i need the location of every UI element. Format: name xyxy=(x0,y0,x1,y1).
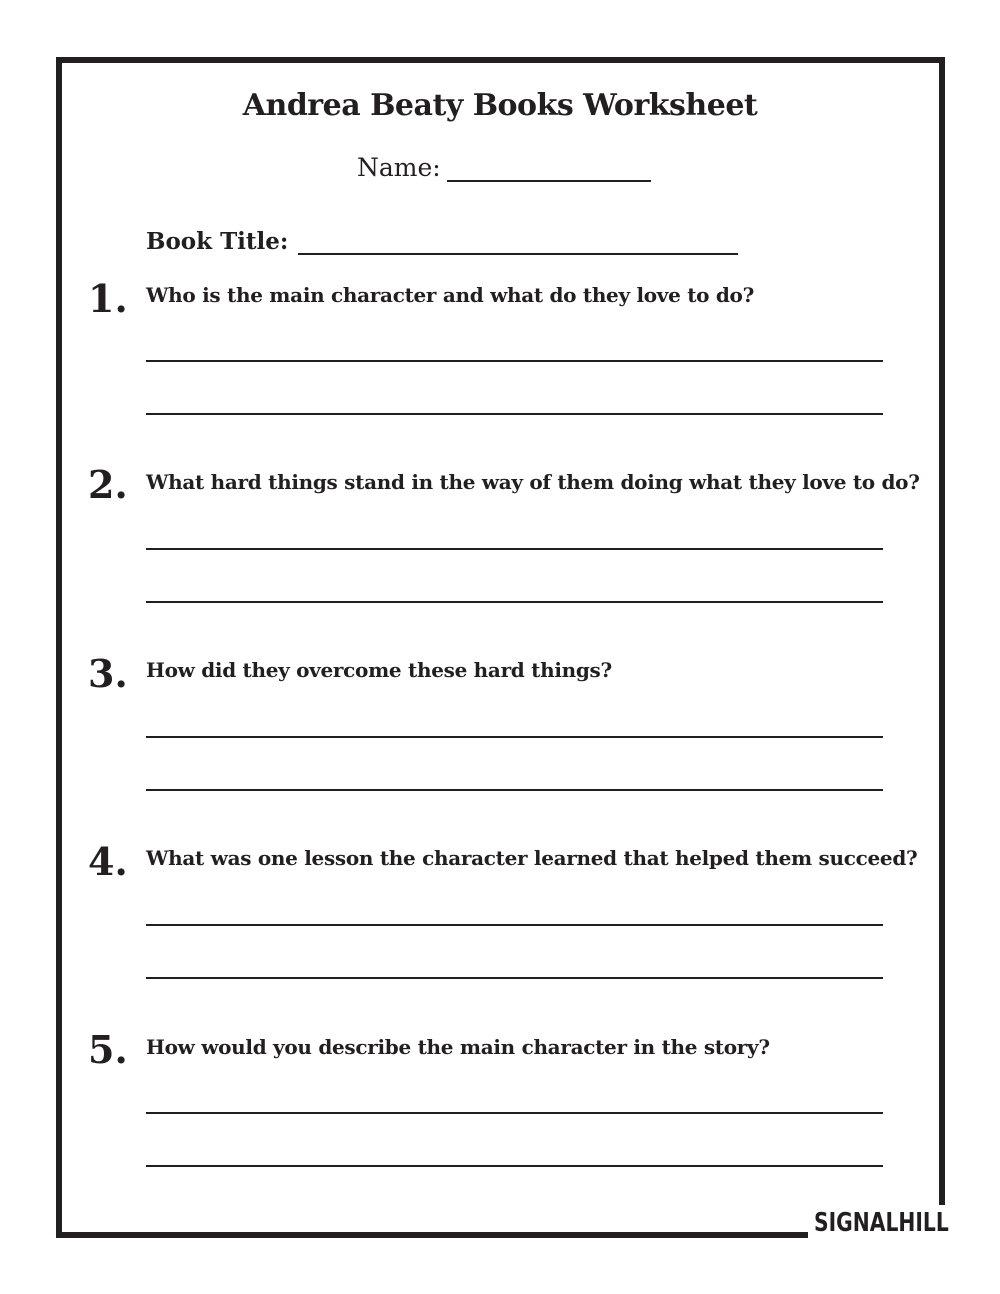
name-field[interactable] xyxy=(447,150,651,182)
question-text: How would you describe the main character in the story? xyxy=(146,1035,770,1059)
name-row xyxy=(357,150,651,182)
question-number: 4. xyxy=(88,839,128,884)
answer-line[interactable] xyxy=(146,736,883,738)
answer-line[interactable] xyxy=(146,413,883,415)
answer-line[interactable] xyxy=(146,601,883,603)
answer-line[interactable] xyxy=(146,1112,883,1114)
border-top xyxy=(56,57,945,63)
question-text: How did they overcome these hard things? xyxy=(146,658,612,682)
border-right xyxy=(939,57,945,1205)
answer-line[interactable] xyxy=(146,548,883,550)
book-title-field[interactable] xyxy=(298,225,738,255)
answer-line[interactable] xyxy=(146,360,883,362)
question-number: 3. xyxy=(88,651,128,696)
question-number: 2. xyxy=(88,462,128,507)
book-title-label: Book Title: xyxy=(146,228,289,255)
question-text: What was one lesson the character learned that helped them succeed? xyxy=(146,846,918,870)
question-text: Who is the main character and what do they love to do? xyxy=(146,283,754,307)
signalhill-logo: SIGNALHILL xyxy=(814,1208,949,1238)
answer-line[interactable] xyxy=(146,924,883,926)
answer-line[interactable] xyxy=(146,1165,883,1167)
question-number: 1. xyxy=(88,276,128,321)
question-number: 5. xyxy=(88,1027,128,1072)
border-left xyxy=(56,57,62,1238)
border-bottom xyxy=(56,1232,808,1238)
question-text: What hard things stand in the way of them doing what they love to do? xyxy=(146,470,920,494)
book-title-row xyxy=(146,225,738,255)
answer-line[interactable] xyxy=(146,977,883,979)
name-label: Name: xyxy=(357,153,441,182)
worksheet-title: Andrea Beaty Books Worksheet xyxy=(242,88,758,123)
answer-line[interactable] xyxy=(146,789,883,791)
